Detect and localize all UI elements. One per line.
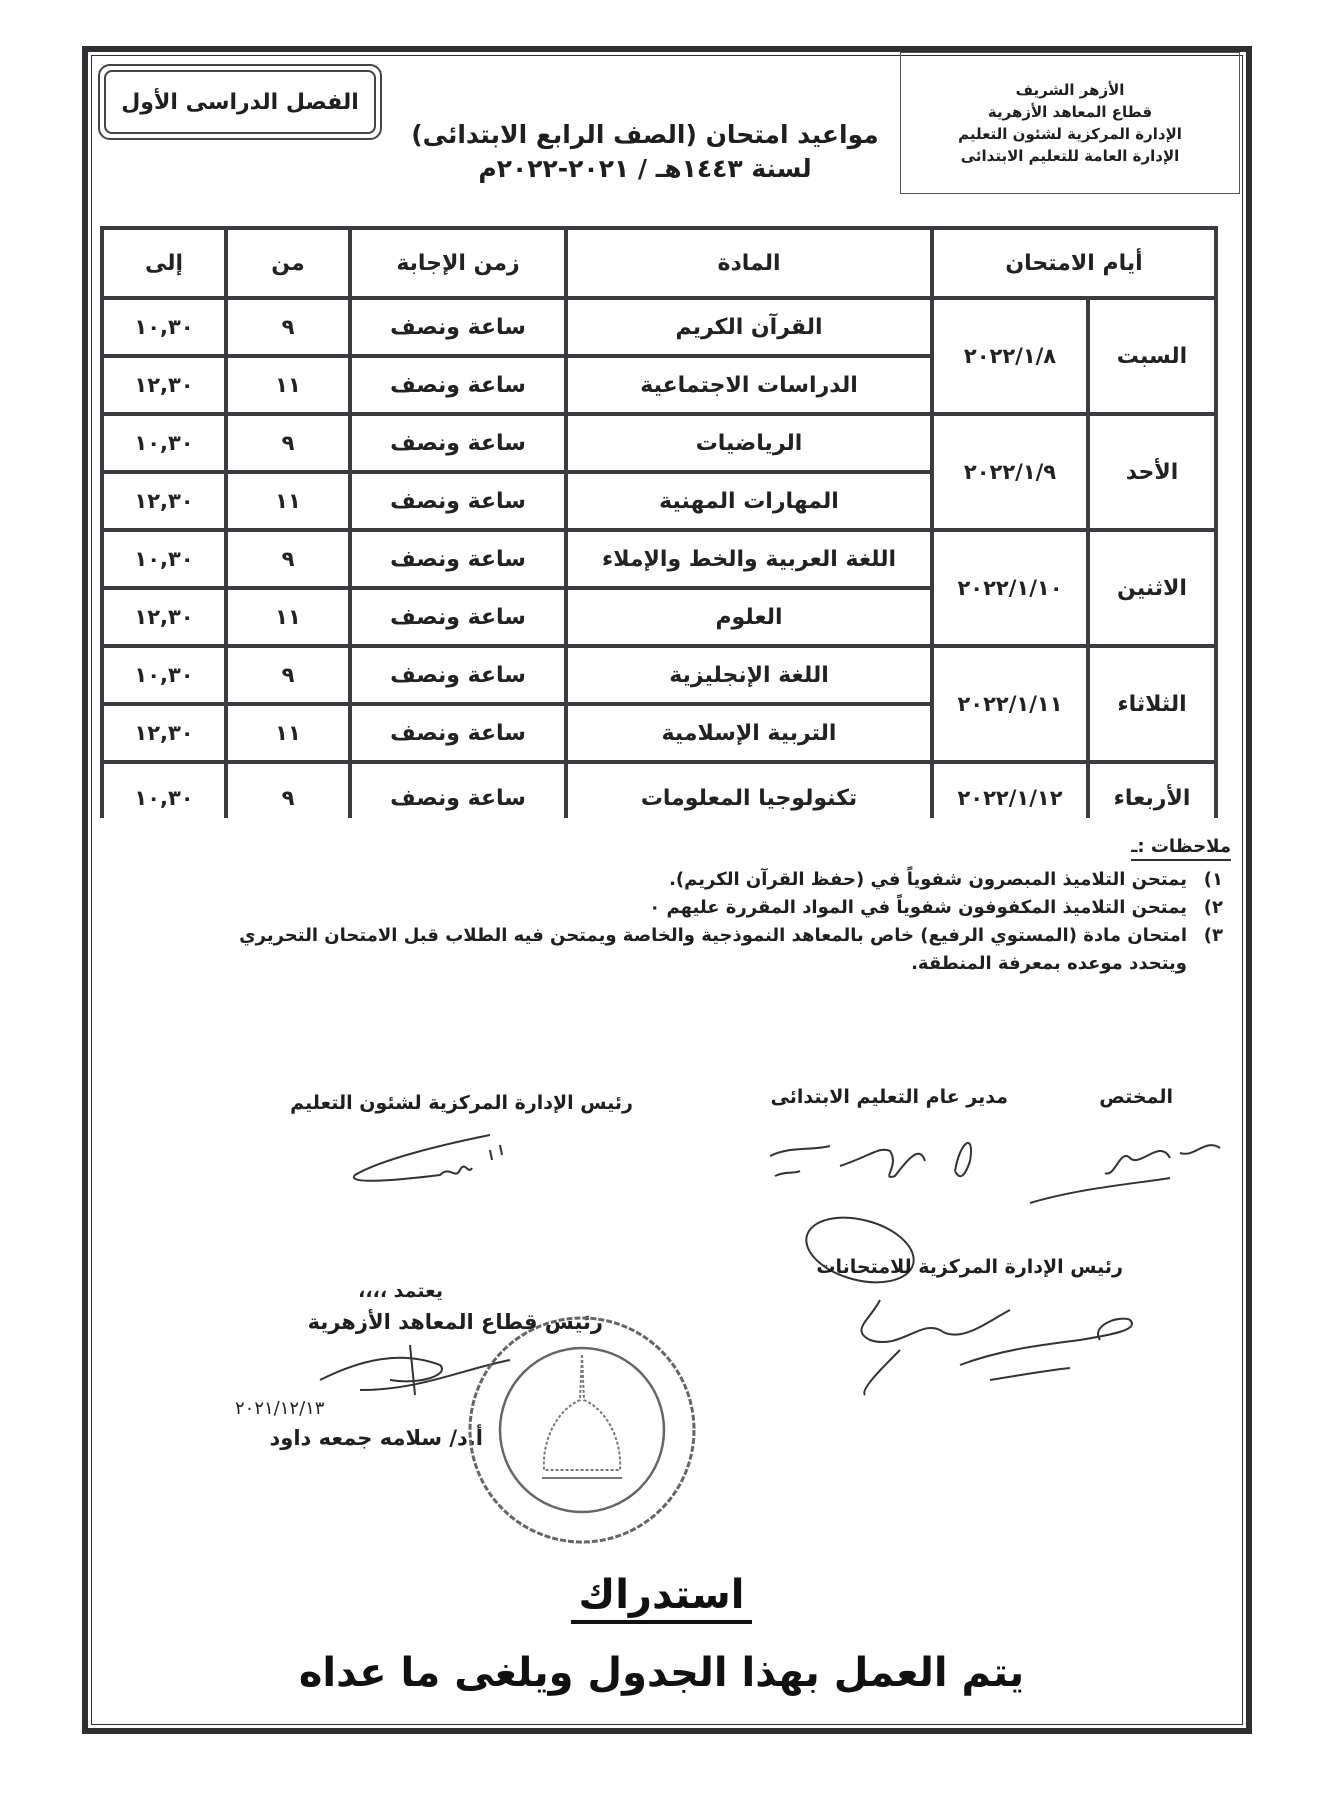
subject-cell: اللغة العربية والخط والإملاء [568, 532, 930, 586]
to-cell: ١٠,٣٠ [104, 416, 224, 470]
header-from: من [228, 230, 348, 296]
duration-cell: ساعة ونصف [352, 474, 564, 528]
subject-cell: الرياضيات [568, 416, 930, 470]
header-duration: زمن الإجابة [352, 230, 564, 296]
general-manager-signature [760, 1126, 1000, 1196]
note-text: يمتحن التلاميذ المبصرون شفوياً في (حفظ القرآن الكريم). [669, 869, 1187, 890]
to-cell: ١٢,٣٠ [104, 474, 224, 528]
title-line-1: مواعيد امتحان (الصف الرابع الابتدائى) [411, 120, 879, 149]
exams-head-signature-loop [800, 1210, 940, 1300]
day-cell: الأحد [1090, 416, 1214, 528]
date-cell: ٢٠٢٢/١/٨ [934, 300, 1086, 412]
duration-cell: ساعة ونصف [352, 590, 564, 644]
duration-cell: ساعة ونصف [352, 532, 564, 586]
semester-label: الفصل الدراسى الأول [121, 89, 359, 115]
approve-label: يعتمد ،،،، [358, 1280, 443, 1302]
subject-cell: التربية الإسلامية [568, 706, 930, 760]
to-cell: ١٠,٣٠ [104, 300, 224, 354]
institution-line: الإدارة العامة للتعليم الابتدائى [960, 147, 1180, 165]
day-cell: الاثنين [1090, 532, 1214, 644]
to-cell: ١٠,٣٠ [104, 764, 224, 832]
from-cell: ٩ [228, 416, 348, 470]
day-cell: السبت [1090, 300, 1214, 412]
central-admin-education-label: رئيس الإدارة المركزية لشئون التعليم [290, 1092, 633, 1114]
subject-cell: المهارات المهنية [568, 474, 930, 528]
from-cell: ٩ [228, 764, 348, 832]
notes-list [193, 866, 1223, 978]
specialist-label: المختص [1099, 1086, 1173, 1108]
header-to: إلى [104, 230, 224, 296]
duration-cell: ساعة ونصف [352, 706, 564, 760]
header-subject: المادة [568, 230, 930, 296]
day-cell: الثلاثاء [1090, 648, 1214, 760]
to-cell: ١٢,٣٠ [104, 590, 224, 644]
correction-text: يتم العمل بهذا الجدول ويلغى ما عداه [298, 1650, 1025, 1696]
from-cell: ١١ [228, 474, 348, 528]
subject-cell: اللغة الإنجليزية [568, 648, 930, 702]
note-text: امتحان مادة (المستوي الرفيع) خاص بالمعاهد النموذجية والخاصة ويمتحن فيه الطلاب قبل الامتحان التحريري ويتحدد موعده بمعرفة المنطقة. [239, 925, 1187, 974]
duration-cell: ساعة ونصف [352, 764, 564, 832]
note-item [193, 922, 1223, 978]
date-cell: ٢٠٢٢/١/١٠ [934, 532, 1086, 644]
from-cell: ٩ [228, 300, 348, 354]
page-title [390, 118, 900, 186]
notes-title: ملاحظات :ـ [1131, 836, 1231, 861]
subject-cell: القرآن الكريم [568, 300, 930, 354]
institution-line: الأزهر الشريف [1015, 81, 1125, 99]
header-exam-days: أيام الامتحان [934, 230, 1214, 296]
subject-cell: الدراسات الاجتماعية [568, 358, 930, 412]
institution-line: الإدارة المركزية لشئون التعليم [958, 125, 1182, 143]
duration-cell: ساعة ونصف [352, 358, 564, 412]
note-item [193, 894, 1223, 922]
duration-cell: ساعة ونصف [352, 416, 564, 470]
day-cell: الأربعاء [1090, 764, 1214, 832]
from-cell: ٩ [228, 532, 348, 586]
date-cell: ٢٠٢٢/١/١١ [934, 648, 1086, 760]
from-cell: ١١ [228, 706, 348, 760]
to-cell: ١٢,٣٠ [104, 358, 224, 412]
exam-schedule-table [100, 226, 1218, 818]
to-cell: ١٢,٣٠ [104, 706, 224, 760]
subject-cell: العلوم [568, 590, 930, 644]
official-stamp-icon [462, 1310, 702, 1550]
handwritten-date: ٢٠٢١/١٢/١٣ [235, 1398, 325, 1419]
general-manager-label: مدير عام التعليم الابتدائى [770, 1086, 1008, 1108]
to-cell: ١٠,٣٠ [104, 532, 224, 586]
title-line-2: لسنة ١٤٤٣هـ / ٢٠٢١-٢٠٢٢م [478, 154, 812, 183]
sector-head-label: رئيس قطاع المعاهد الأزهرية [307, 1310, 603, 1334]
correction-title-wrap [0, 1572, 1323, 1618]
central-admin-exams-signature [840, 1290, 1160, 1400]
note-index: ٣) [1203, 925, 1223, 946]
duration-cell: ساعة ونصف [352, 300, 564, 354]
institution-line: قطاع المعاهد الأزهرية [987, 103, 1153, 121]
specialist-signature [1020, 1118, 1230, 1208]
sector-head-name: أ.د/ سلامه جمعه داود [269, 1426, 483, 1450]
date-cell: ٢٠٢٢/١/١٢ [934, 764, 1086, 832]
note-index: ٢) [1203, 897, 1223, 918]
date-cell: ٢٠٢٢/١/٩ [934, 416, 1086, 528]
duration-cell: ساعة ونصف [352, 648, 564, 702]
central-admin-exams-label: رئيس الإدارة المركزية للامتحانات [816, 1256, 1123, 1278]
institution-header [900, 52, 1240, 194]
to-cell: ١٠,٣٠ [104, 648, 224, 702]
central-admin-education-signature [340, 1130, 520, 1190]
from-cell: ٩ [228, 648, 348, 702]
from-cell: ١١ [228, 358, 348, 412]
note-text: يمتحن التلاميذ المكفوفون شفوياً في المواد المقررة عليهم ٠ [649, 897, 1187, 918]
from-cell: ١١ [228, 590, 348, 644]
note-index: ١) [1203, 869, 1223, 890]
subject-cell: تكنولوجيا المعلومات [568, 764, 930, 832]
note-item [193, 866, 1223, 894]
semester-badge [98, 64, 382, 140]
correction-title: استدراك [571, 1572, 753, 1624]
